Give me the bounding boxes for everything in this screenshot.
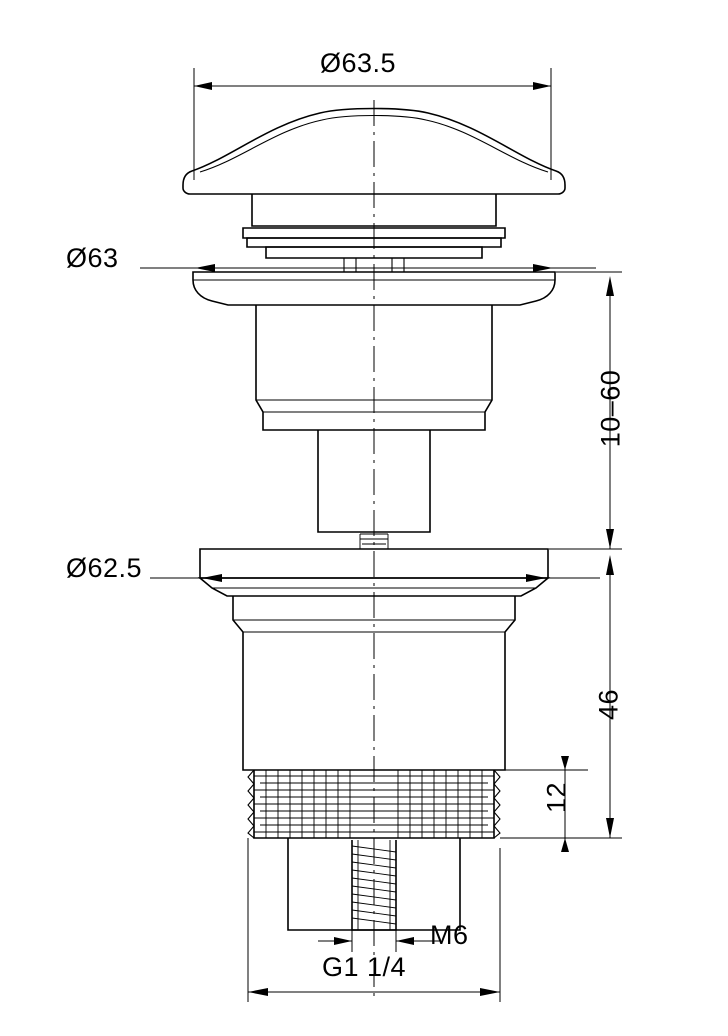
arrow-flange-left [195, 264, 215, 272]
dim-label-top-cap-diameter: Ø63.5 [320, 48, 397, 78]
arrow-m6-right [396, 937, 414, 945]
arrow-range-top [606, 276, 614, 296]
dim-label-screw-thread: M6 [430, 920, 469, 950]
dim-label-flange-diameter: Ø63 [66, 243, 119, 273]
arrow-g-right [480, 988, 500, 996]
arrow-body-bottom [606, 818, 614, 838]
arrow-lower-flange-left [202, 574, 222, 582]
dim-label-body-height: 46 [593, 688, 624, 721]
dim-label-lower-flange-diameter: Ø62.5 [66, 553, 143, 583]
arrow-lower-flange-right [526, 574, 546, 582]
arrow-cap-left [194, 82, 212, 90]
arrow-body-top [606, 555, 614, 575]
thread-left-profile [248, 770, 254, 838]
arrow-cap-right [533, 82, 551, 90]
shaft-internal-thread [360, 534, 388, 549]
dim-label-adjustable-range: 10–60 [595, 369, 626, 448]
arrow-m6-left [334, 937, 352, 945]
arrow-range-bottom [606, 529, 614, 549]
arrow-thread-bottom [561, 838, 569, 852]
thread-right-profile [494, 770, 500, 838]
dim-label-thread-length: 12 [541, 781, 572, 814]
dim-label-pipe-thread: G1 1/4 [322, 952, 407, 982]
arrow-flange-right [533, 264, 553, 272]
arrow-g-left [248, 988, 268, 996]
